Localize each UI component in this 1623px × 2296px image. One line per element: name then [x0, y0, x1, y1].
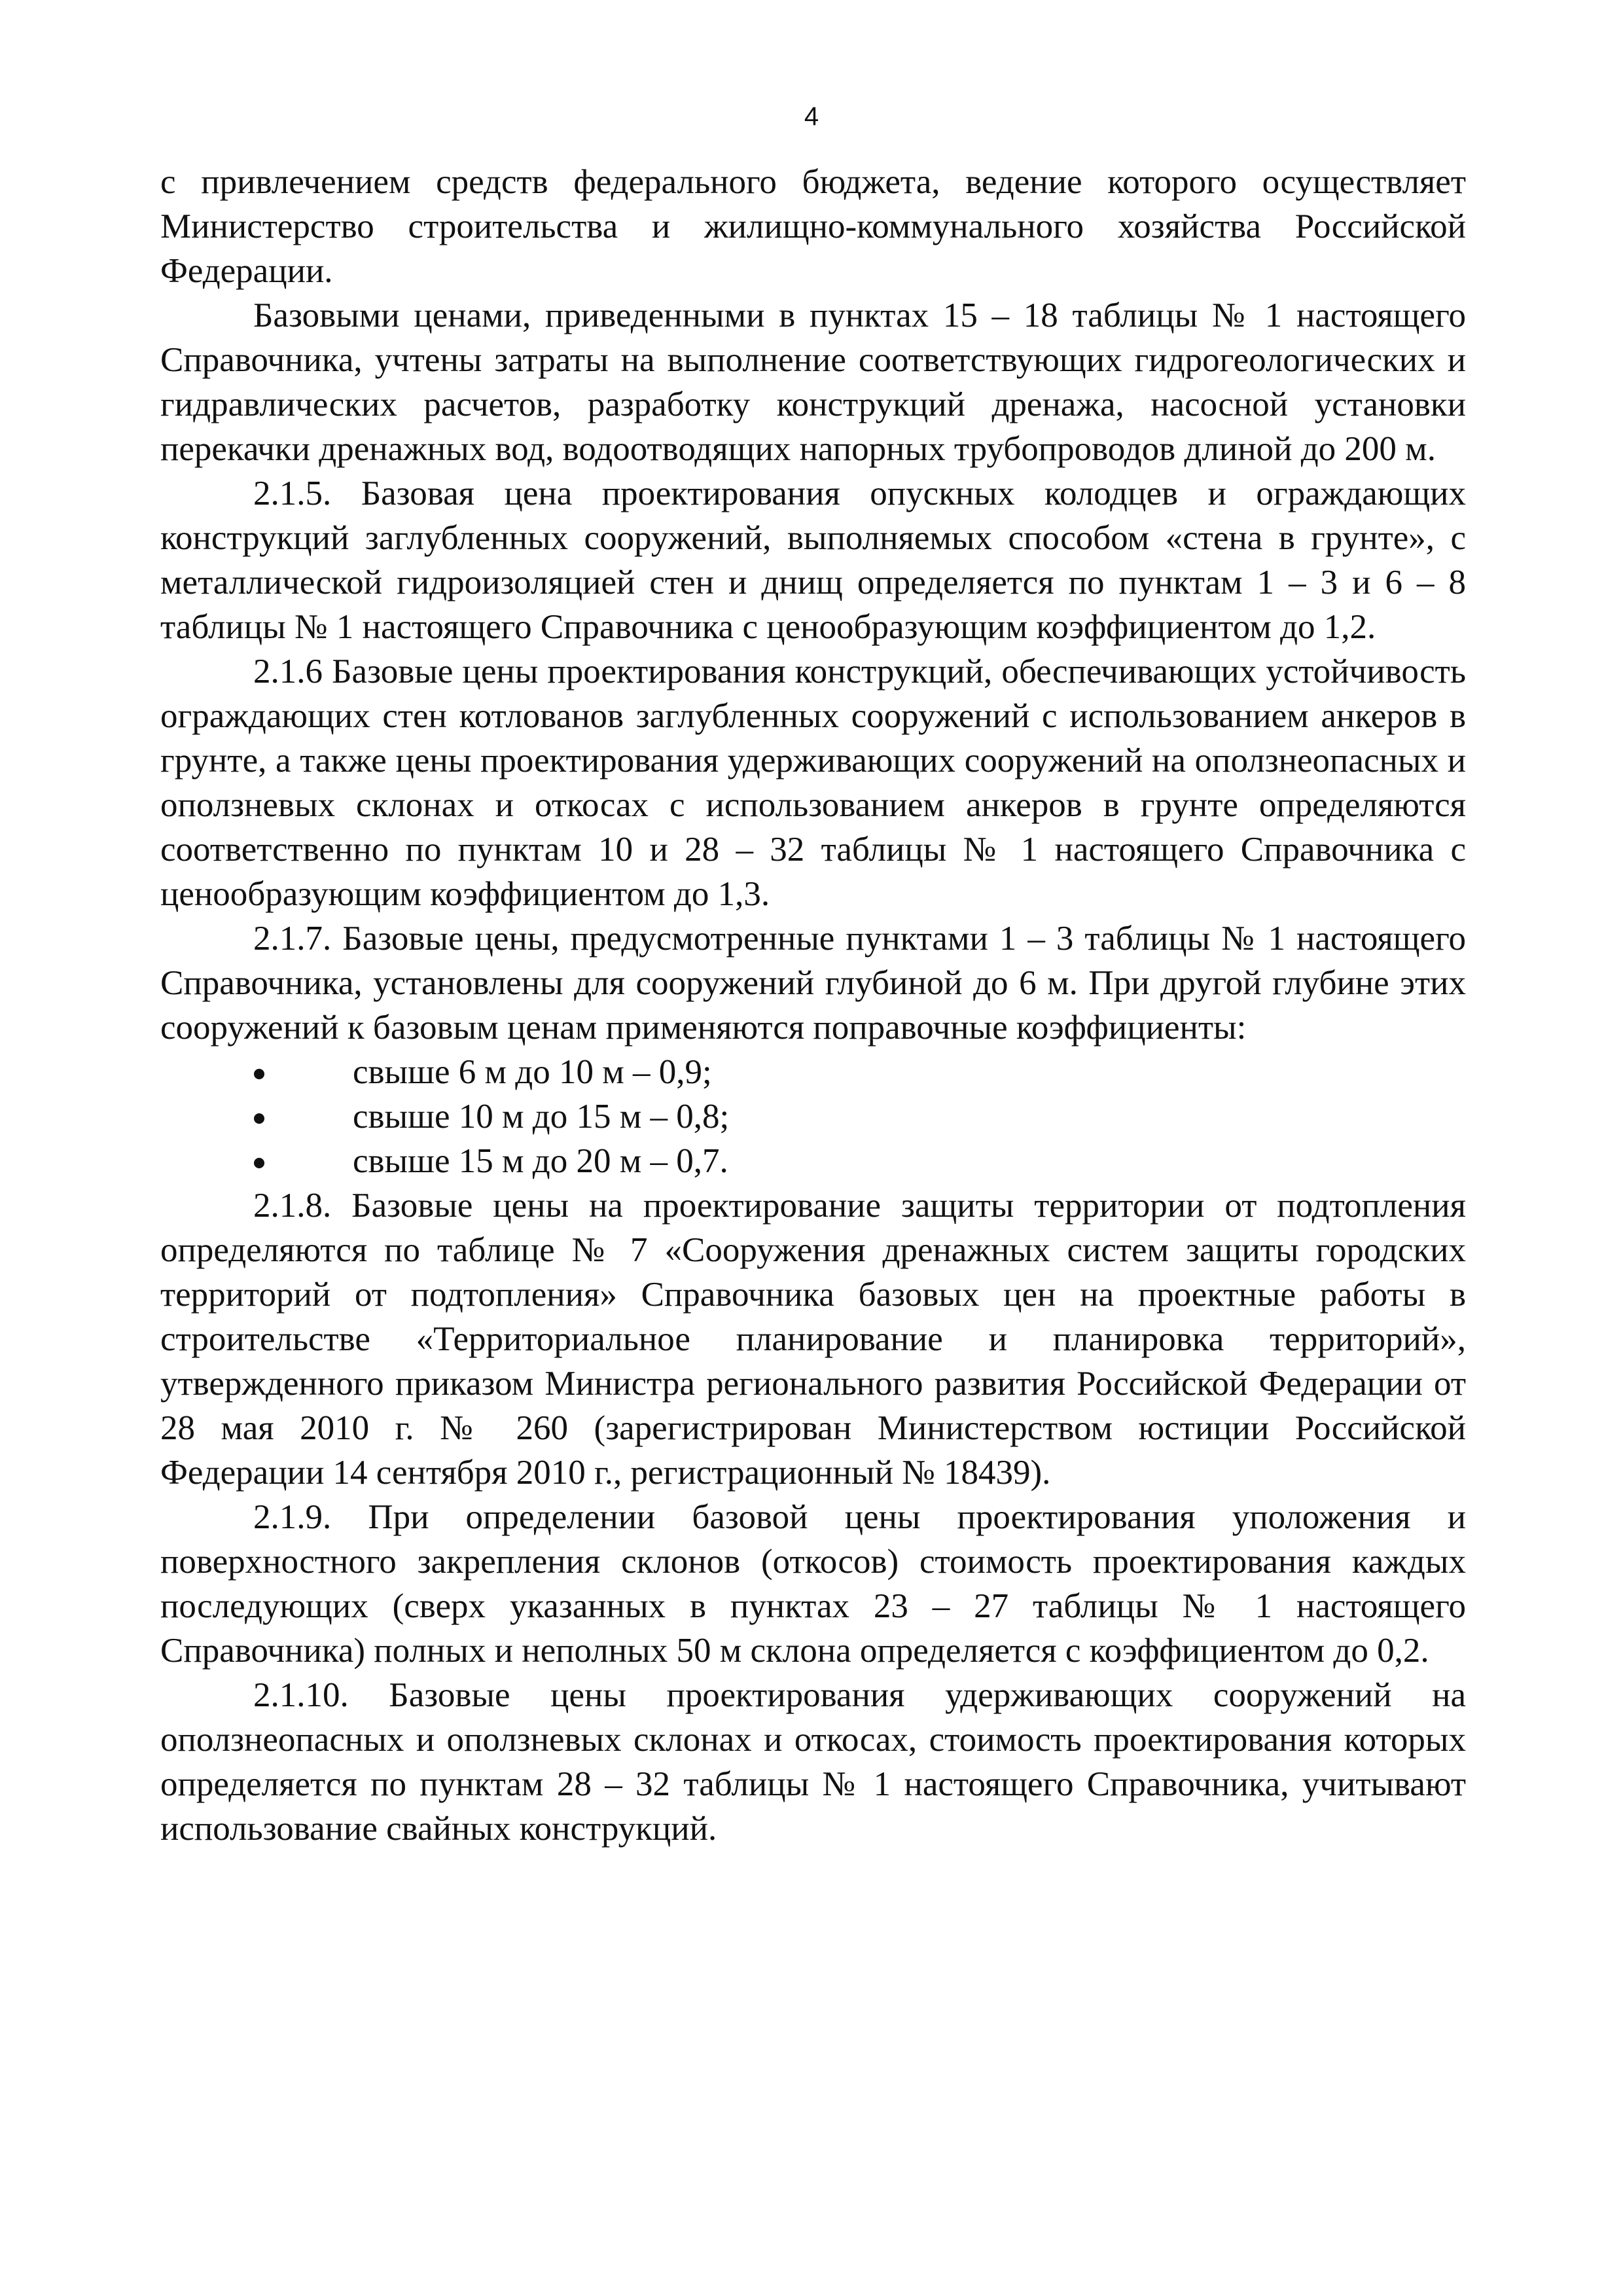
list-item [160, 1139, 1466, 1183]
paragraph: 2.1.7. Базовые цены, предусмотренные пунктами 1 – 3 таблицы № 1 настоящего Справочника, установлены для сооружений глубиной до 6 м. При другой глубине этих сооружений к базовым ценам применяются поправочные коэффициенты: [160, 920, 1466, 1047]
paragraphs-top [160, 160, 1466, 1050]
paragraph: Базовыми ценами, приведенными в пунктах 15 – 18 таблицы № 1 настоящего Справочника, учтены затраты на выполнение соответствующих гидрогеологических и гидравлических расчетов, разработку конструкций дренажа, насосной установки перекачки дренажных вод, водоотводящих напорных трубопроводов длиной до 200 м. [160, 296, 1466, 468]
paragraph: 2.1.6 Базовые цены проектирования конструкций, обеспечивающих устойчивость ограждающих стен котлованов заглубленных сооружений с использованием анкеров в грунте, а также цены проектирования удерживающих сооружений на оползнеопасных и оползневых склонах и откосах с использованием анкеров в грунте определяются соответственно по пунктам 10 и 28 – 32 таблицы № 1 настоящего Справочника с ценообразующим коэффициентом до 1,3. [160, 653, 1466, 913]
list-item [160, 1050, 1466, 1094]
coefficient-list [160, 1050, 1466, 1183]
paragraph: 2.1.10. Базовые цены проектирования удерживающих сооружений на оползнеопасных и оползневых склонах и откосах, стоимость проектирования которых определяется по пунктам 28 – 32 таблицы № 1 настоящего Справочника, учитывают использование свайных конструкций. [160, 1676, 1466, 1848]
bullet-icon [254, 1158, 264, 1168]
list-item [160, 1094, 1466, 1139]
bullet-icon [254, 1069, 264, 1079]
paragraph: 2.1.9. При определении базовой цены проектирования уположения и поверхностного закрепления склонов (откосов) стоимость проектирования каждых последующих (сверх указанных в пунктах 23 – 27 таблицы № 1 настоящего Справочника) полных и неполных 50 м склона определяется с коэффициентом до 0,2. [160, 1498, 1466, 1670]
bullet-icon [254, 1113, 264, 1124]
page-number: 4 [804, 102, 819, 131]
paragraph: 2.1.5. Базовая цена проектирования опускных колодцев и ограждающих конструкций заглубленных сооружений, выполняемых способом «стена в грунте», с металлической гидроизоляцией стен и днищ определяется по пунктам 1 – 3 и 6 – 8 таблицы № 1 настоящего Справочника с ценообразующим коэффициентом до 1,2. [160, 475, 1466, 646]
paragraph: 2.1.8. Базовые цены на проектирование защиты территории от подтопления определяются по таблице № 7 «Сооружения дренажных систем защиты городских территорий от подтопления» Справочника базовых цен на проектные работы в строительстве «Территориальное планирование и планировка территорий», утвержденного приказом Министра регионального развития Российской Федерации от 28 мая 2010 г. № 260 (зарегистрирован Министерством юстиции Российской Федерации 14 сентября 2010 г., регистрационный № 18439). [160, 1187, 1466, 1492]
list-item-text: свыше 6 м до 10 м – 0,9; [353, 1053, 712, 1091]
document-body [160, 160, 1466, 1851]
list-item-text: свыше 10 м до 15 м – 0,8; [353, 1098, 730, 1136]
list-item-text: свыше 15 м до 20 м – 0,7. [353, 1142, 728, 1180]
paragraph: с привлечением средств федерального бюджета, ведение которого осуществляет Министерство строительства и жилищно-коммунального хозяйства Российской Федерации. [160, 163, 1466, 290]
paragraphs-bottom [160, 1183, 1466, 1851]
